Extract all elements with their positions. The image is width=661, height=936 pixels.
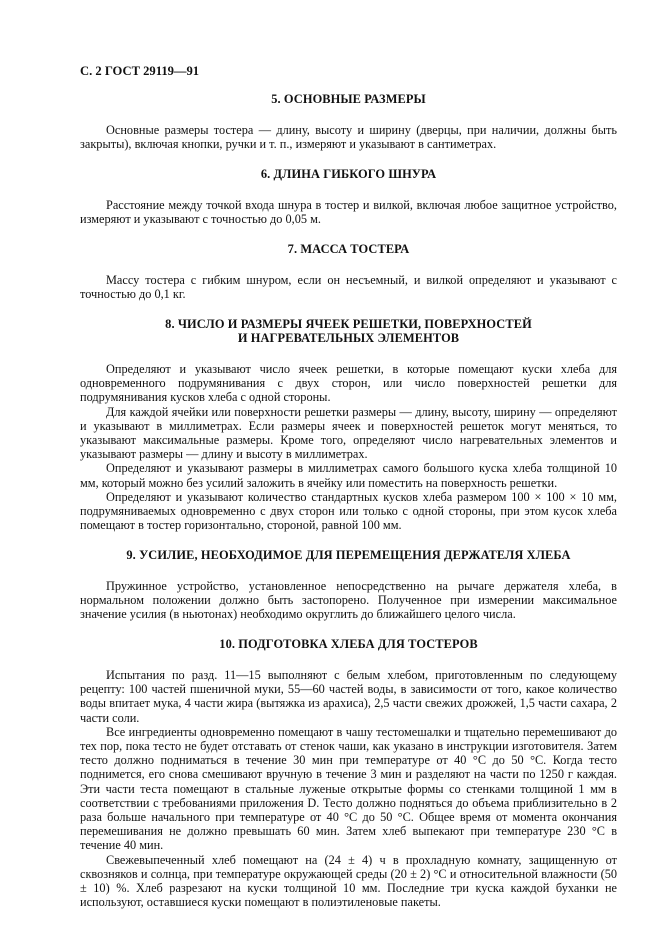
section-title-line: И НАГРЕВАТЕЛЬНЫХ ЭЛЕМЕНТОВ bbox=[237, 331, 460, 346]
running-head: С. 2 ГОСТ 29119—91 bbox=[80, 64, 200, 78]
section-9 bbox=[80, 548, 617, 621]
paragraph: Пружинное устройство, установленное непосредственно на рычаге держателя хлеба, в нормальном положении должно быть застопорено. Полученное при измерении максимальное значение усилия (в ньютонах) необходимо округлить до ближайшего целого числа. bbox=[80, 578, 617, 622]
section-8 bbox=[80, 317, 617, 532]
section-6 bbox=[80, 167, 617, 226]
section-title bbox=[80, 317, 617, 346]
section-title-line: 8. ЧИСЛО И РАЗМЕРЫ ЯЧЕЕК РЕШЕТКИ, ПОВЕРХНОСТЕЙ bbox=[165, 316, 532, 331]
paragraph: Свежевыпеченный хлеб помещают на (24 ± 4) ч в прохладную комнату, защищенную от сквозняков и солнца, при температуре окружающей среды (20 ± 2) °С и относительной влажности (50 ± 10) %. Хлеб разрезают на куски толщиной 10 мм. Последние три куска каждой буханки не используют, оставшиеся куски помещают в полиэтиленовые пакеты. bbox=[80, 852, 617, 910]
document-page bbox=[80, 64, 617, 925]
paragraph: Основные размеры тостера — длину, высоту и ширину (дверцы, при наличии, должны быть закрыты), включая кнопки, ручки и т. п., измеряют и указывают в сантиметрах. bbox=[80, 122, 617, 151]
section-title: 10. ПОДГОТОВКА ХЛЕБА ДЛЯ ТОСТЕРОВ bbox=[219, 637, 478, 652]
section-5 bbox=[80, 92, 617, 151]
paragraph: Массу тостера с гибким шнуром, если он несъемный, и вилкой определяют и указывают с точностью до 0,1 кг. bbox=[80, 272, 617, 301]
paragraph: Определяют и указывают число ячеек решетки, в которые помещают куски хлеба для одновременного подрумянивания с двух сторон, или число поверхностей решетки для подрумянивания кусков хлеба с одной стороны. bbox=[80, 361, 617, 405]
paragraph: Определяют и указывают размеры в миллиметрах самого большого куска хлеба толщиной 10 мм, который можно без усилий заложить в ячейку или поместить на поверхность решетки. bbox=[80, 461, 617, 490]
paragraph: Испытания по разд. 11—15 выполняют с белым хлебом, приготовленным по следующему рецепту: 100 частей пшеничной муки, 55—60 частей воды, в зависимости от того, какое количество воды впитает мука, 4 части жира (вытяжка из арахиса), 2,5 части свежих дрожжей, 1,5 части сахара, 2 части соли. bbox=[80, 667, 617, 725]
section-10 bbox=[80, 637, 617, 909]
section-7 bbox=[80, 242, 617, 301]
section-title: 7. МАССА ТОСТЕРА bbox=[287, 242, 410, 257]
paragraph: Для каждой ячейки или поверхности решетки размеры — длину, высоту, ширину — определяют и указывают в миллиметрах. Если размеры ячеек и поверхностей решеток могут меняться, то указывают максимальные размеры. Кроме того, определяют число нагревательных элементов и указывают размеры — длину и высоту в миллиметрах. bbox=[80, 404, 617, 462]
paragraph: Расстояние между точкой входа шнура в тостер и вилкой, включая любое защитное устройство, измеряют и указывают с точностью до 0,05 м. bbox=[80, 197, 617, 226]
paragraph: Определяют и указывают количество стандартных кусков хлеба размером 100 × 100 × 10 мм, подрумяниваемых одновременно с двух сторон или только с одной стороны, при этом кусок хлеба помещают в тостер горизонтально, стороной, равной 100 мм. bbox=[80, 489, 617, 533]
section-title: 6. ДЛИНА ГИБКОГО ШНУРА bbox=[260, 167, 437, 182]
section-title: 9. УСИЛИЕ, НЕОБХОДИМОЕ ДЛЯ ПЕРЕМЕЩЕНИЯ ДЕРЖАТЕЛЯ ХЛЕБА bbox=[126, 548, 571, 563]
paragraph: Все ингредиенты одновременно помещают в чашу тестомешалки и тщательно перемешивают до тех пор, пока тесто не будет отставать от стенок чаши, как указано в инструкции изготовителя. Затем тесто должно подниматься в течение 30 мин при температуре от 40 °С до 50 °С. Когда тесто поднимется, его снова смешивают вручную в течение 3 мин и разделяют на части по 1250 г каждая. Эти части теста помещают в стальные луженые открытые формы со стенками толщиной 1 мм в соответствии с требованиями приложения D. Тесто должно подняться до объема приблизительно в 2 раза больше начального при температуре от 40 °С до 50 °С. Общее время от момента окончания перемешивания не должно превышать 60 мин. Затем хлеб выпекают при температуре 230 °С в течение 40 мин. bbox=[80, 724, 617, 853]
section-title: 5. ОСНОВНЫЕ РАЗМЕРЫ bbox=[271, 92, 426, 107]
